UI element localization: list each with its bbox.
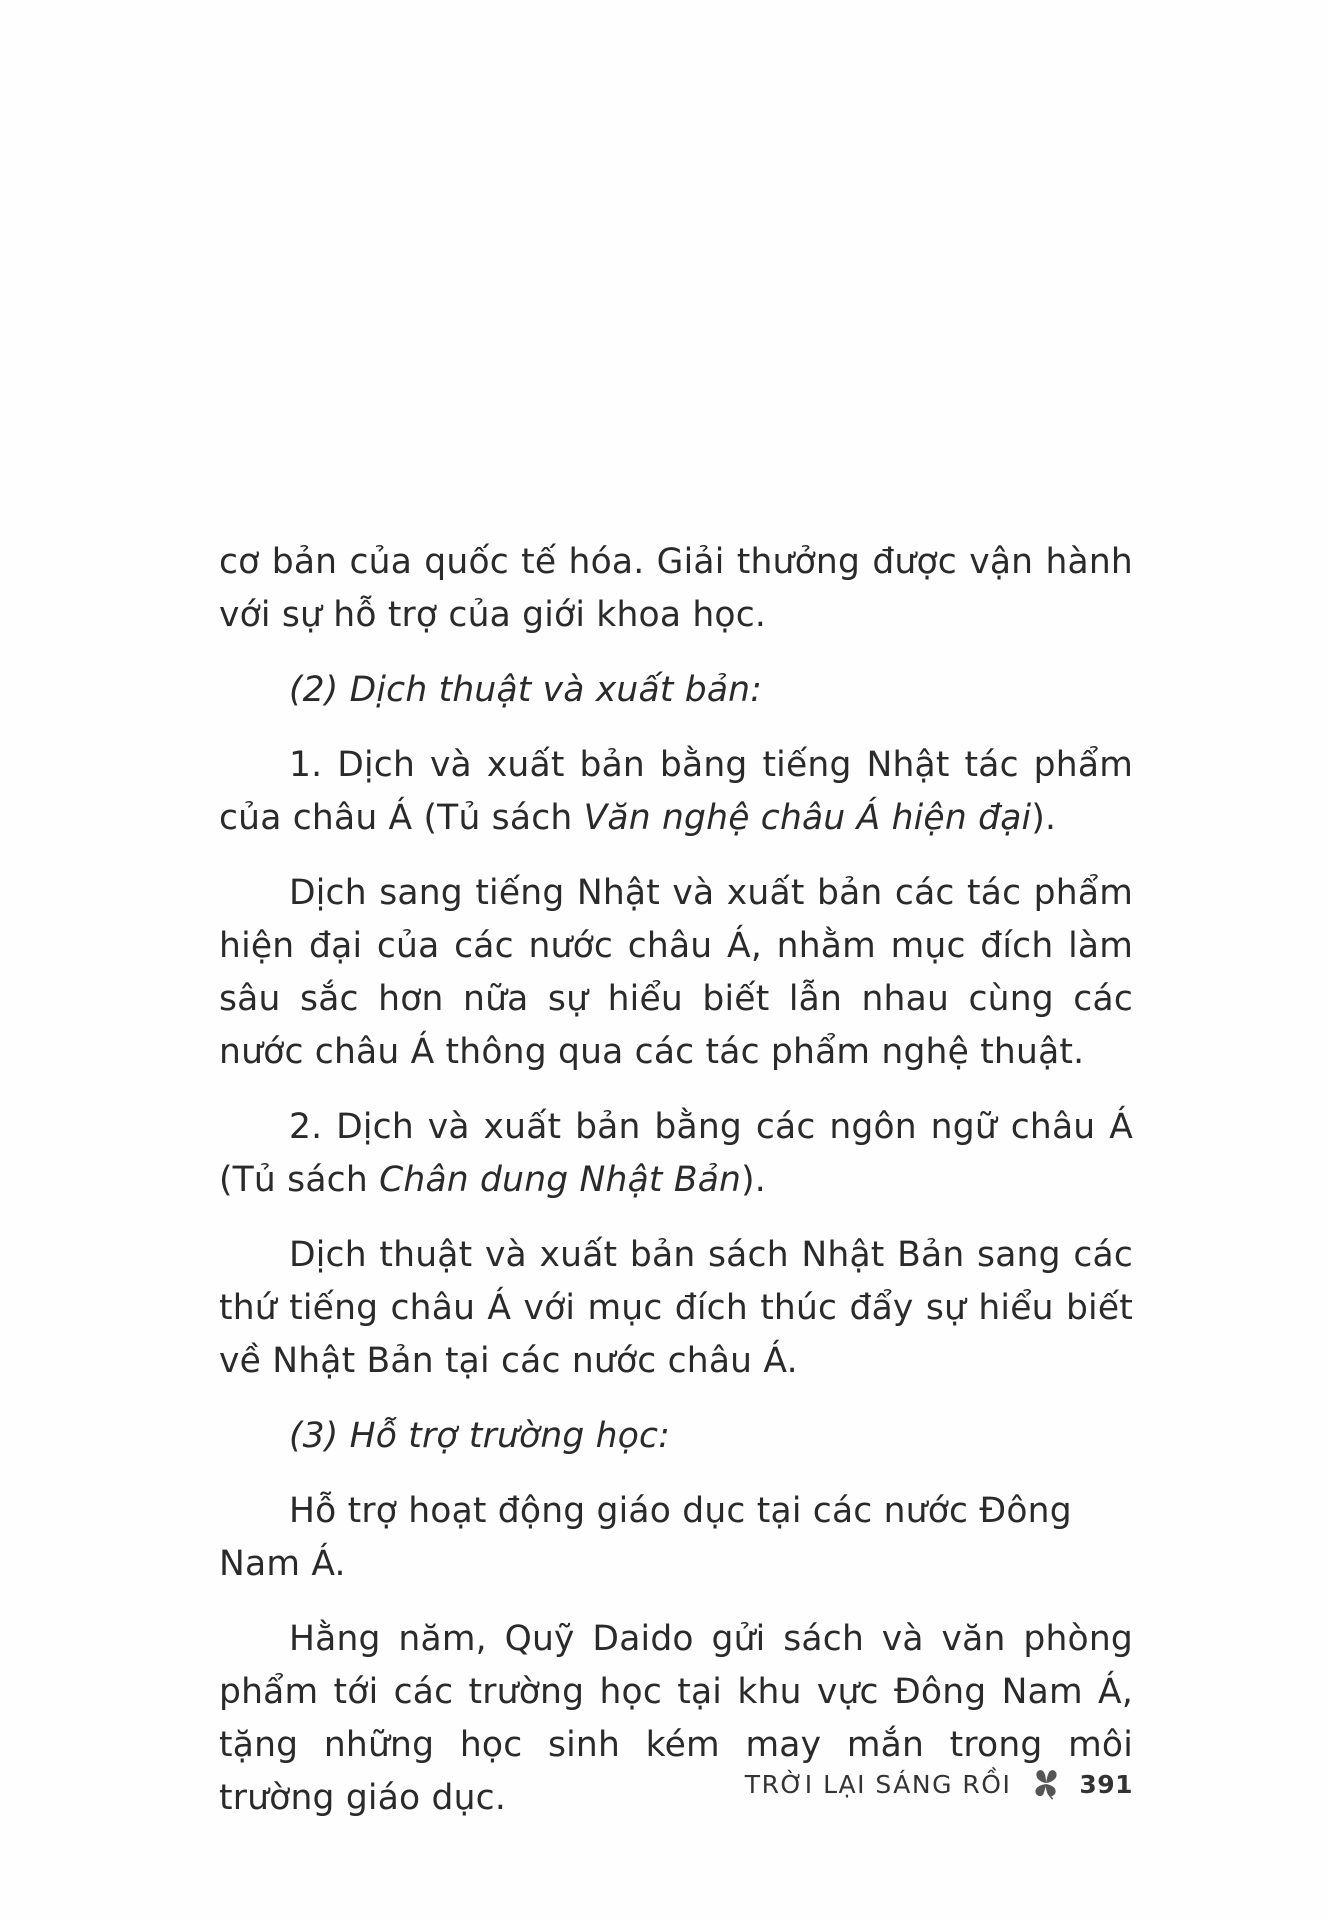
page-footer bbox=[745, 1764, 1133, 1804]
list-item-2-text: 2. Dịch và xuất bản bằng các ngôn ngữ châu Á (Tủ sách bbox=[219, 1107, 1133, 1200]
book-series-title-1: Văn nghệ châu Á hiện đại bbox=[583, 798, 1032, 838]
clover-icon bbox=[1027, 1765, 1065, 1803]
list-item-2-close: ). bbox=[741, 1160, 766, 1200]
list-item-1 bbox=[219, 739, 1133, 845]
paragraph-daido-donations: Hằng năm, Quỹ Daido gửi sách và văn phòng phẩm tới các trường học tại khu vực Đông Nam Á, tặng những học sinh kém may mắn trong môi trường giáo dục. bbox=[219, 1619, 1133, 1818]
paragraph-translation-asian: Dịch thuật và xuất bản sách Nhật Bản sang các thứ tiếng châu Á với mục đích thúc đẩy sự hiểu biết về Nhật Bản tại các nước châu Á. bbox=[219, 1235, 1133, 1381]
list-item-1-close: ). bbox=[1031, 798, 1057, 838]
page-number: 391 bbox=[1079, 1769, 1133, 1799]
paragraph-school-support: Hỗ trợ hoạt động giáo dục tại các nước Đông Nam Á. bbox=[219, 1491, 1072, 1584]
book-series-title-2: Chân dung Nhật Bản bbox=[379, 1160, 742, 1200]
paragraph-translation-japanese: Dịch sang tiếng Nhật và xuất bản các tác phẩm hiện đại của các nước châu Á, nhằm mục đích làm sâu sắc hơn nữa sự hiểu biết lẫn nhau cùng các nước châu Á thông qua các tác phẩm nghệ thuật. bbox=[219, 873, 1133, 1072]
running-title: TRỜI LẠI SÁNG RỒI bbox=[744, 1769, 1012, 1799]
body-text bbox=[219, 536, 1133, 1847]
paragraph-continuation: cơ bản của quốc tế hóa. Giải thưởng được vận hành với sự hỗ trợ của giới khoa học. bbox=[219, 542, 1133, 635]
section-heading-translation: (2) Dịch thuật và xuất bản: bbox=[289, 670, 763, 710]
list-item-1-text: 1. Dịch và xuất bản bằng tiếng Nhật tác phẩm của châu Á (Tủ sách bbox=[219, 745, 1133, 838]
list-item-2 bbox=[219, 1101, 1133, 1207]
section-heading-schools: (3) Hỗ trợ trường học: bbox=[289, 1416, 671, 1456]
